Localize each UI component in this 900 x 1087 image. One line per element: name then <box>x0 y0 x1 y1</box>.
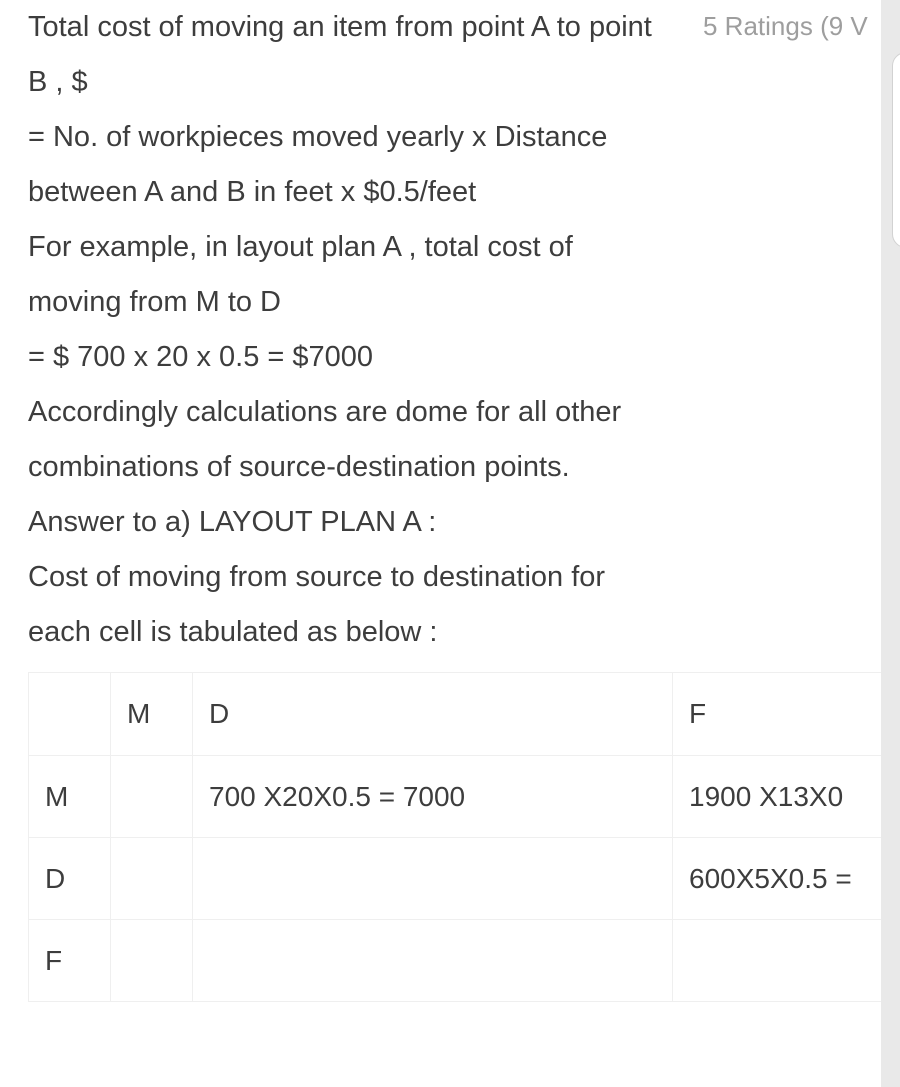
answer-text-line: Answer to a) LAYOUT PLAN A : <box>28 506 437 538</box>
table-cell <box>111 920 193 1002</box>
row-label-cell: M <box>29 756 111 838</box>
table-cell <box>111 756 193 838</box>
answer-text-line: between A and B in feet x $0.5/feet <box>28 176 477 208</box>
table-header-row <box>29 673 882 756</box>
answer-text-line: moving from M to D <box>28 286 281 318</box>
answer-text-line: For example, in layout plan A , total cost of <box>28 231 573 263</box>
table-cell: 1900 X13X0 <box>673 756 882 838</box>
cost-table <box>28 672 881 1002</box>
answer-text-line: Accordingly calculations are dome for all other <box>28 396 622 428</box>
table-cell <box>193 920 673 1002</box>
table-cell <box>673 920 882 1002</box>
table-cell <box>193 838 673 920</box>
table-row <box>29 920 882 1002</box>
answer-text-line: B , $ <box>28 66 88 98</box>
answer-content <box>28 0 900 1002</box>
table-cell: 600X5X0.5 = <box>673 838 882 920</box>
answer-text-line: combinations of source-destination points. <box>28 451 570 483</box>
answer-text-line: Cost of moving from source to destination for <box>28 561 606 593</box>
table-cell: 700 X20X0.5 = 7000 <box>193 756 673 838</box>
answer-text-line: = No. of workpieces moved yearly x Distance <box>28 121 608 153</box>
answer-text-line: Total cost of moving an item from point A to point <box>28 11 652 43</box>
ratings-overlay-text: 5 Ratings (9 V <box>703 11 868 41</box>
answer-text-line: each cell is tabulated as below : <box>28 616 438 648</box>
table-header-cell <box>29 673 111 756</box>
row-label-cell: D <box>29 838 111 920</box>
answer-text-line: = $ 700 x 20 x 0.5 = $7000 <box>28 341 374 373</box>
table-header-cell: M <box>111 673 193 756</box>
floating-card-edge <box>892 52 900 248</box>
table-header-cell: D <box>193 673 673 756</box>
cost-table-container <box>28 672 881 1002</box>
table-row <box>29 838 882 920</box>
table-cell <box>111 838 193 920</box>
row-label-cell: F <box>29 920 111 1002</box>
table-row <box>29 756 882 838</box>
table-header-cell: F <box>673 673 882 756</box>
